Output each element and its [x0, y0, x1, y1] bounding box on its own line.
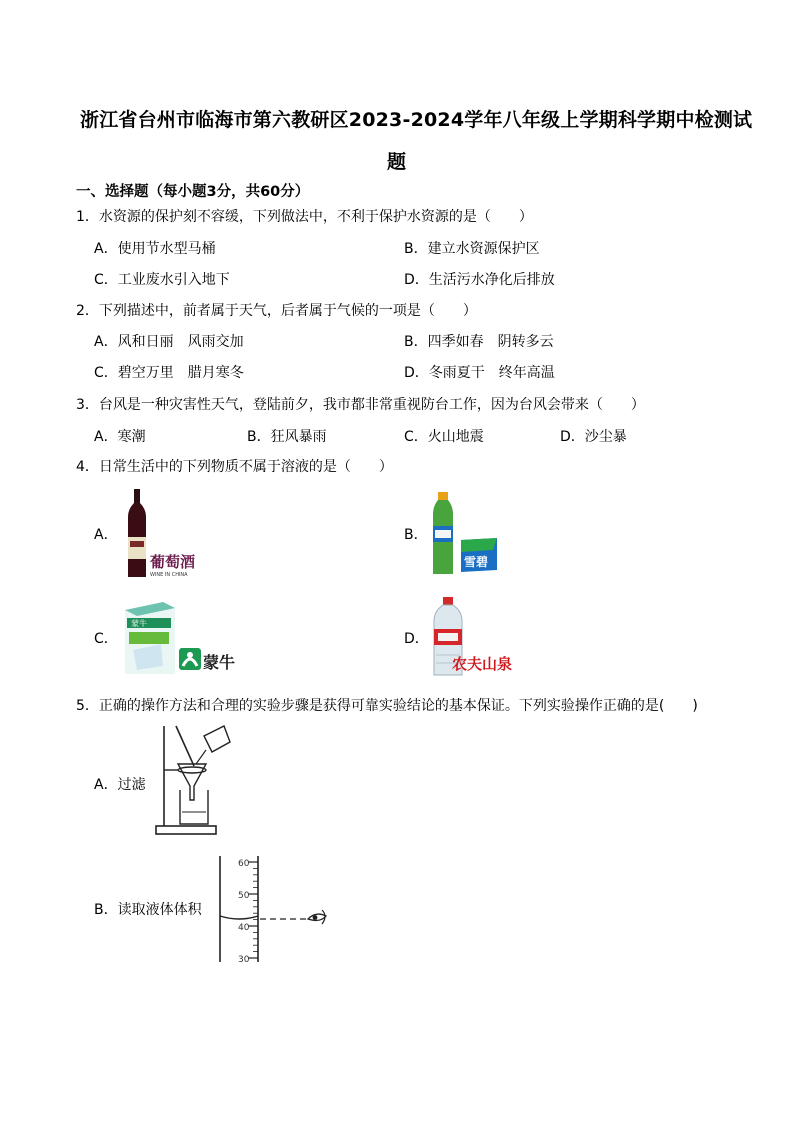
question-1-stem: 1．水资源的保护刻不容缓，下列做法中，不利于保护水资源的是（ ） [76, 209, 533, 225]
page-title: 浙江省台州市临海市第六教研区2023-2024学年八年级上学期科学期中检测试 [80, 109, 753, 131]
scale-label-50: 50 [238, 891, 250, 901]
wine-bottle-image [124, 487, 204, 580]
nongfu-logo-text: 农夫山泉 [452, 655, 513, 673]
question-4-option-d[interactable]: D． [404, 631, 429, 647]
question-1-option-d[interactable]: D．生活污水净化后排放 [404, 272, 555, 288]
question-2-option-b[interactable]: B．四季如春 阴转多云 [404, 334, 554, 350]
question-1-option-a[interactable]: A．使用节水型马桶 [94, 241, 216, 257]
section-heading: 一、选择题（每小题3分，共60分） [76, 184, 310, 200]
wine-label-text: 葡萄酒 [150, 553, 196, 571]
question-4-option-c[interactable]: C． [94, 631, 118, 647]
question-3-option-b[interactable]: B．狂风暴雨 [247, 429, 327, 445]
question-4-stem: 4．日常生活中的下列物质不属于溶液的是（ ） [76, 459, 393, 475]
question-3-option-a[interactable]: A．寒潮 [94, 429, 146, 445]
question-3-stem: 3．台风是一种灾害性天气，登陆前夕，我市都非常重视防台工作，因为台风会带来（ ） [76, 397, 645, 413]
mengniu-pack-text: 蒙牛 [131, 619, 147, 628]
graduated-cylinder-reading-image [210, 854, 334, 966]
scale-label-60: 60 [238, 859, 250, 869]
question-1-option-b[interactable]: B．建立水资源保护区 [404, 241, 540, 257]
question-5-option-b[interactable]: B．读取液体体积 [94, 902, 202, 918]
scale-label-30: 30 [238, 955, 250, 965]
question-3-option-d[interactable]: D．沙尘暴 [560, 429, 627, 445]
question-2-option-a[interactable]: A．风和日丽 风雨交加 [94, 334, 244, 350]
scale-label-40: 40 [238, 923, 250, 933]
sprite-logo-text: 雪碧 [464, 555, 489, 569]
question-1-option-c[interactable]: C．工业废水引入地下 [94, 272, 230, 288]
question-4-option-b[interactable]: B． [404, 527, 428, 543]
question-5-stem: 5．正确的操作方法和合理的实验步骤是获得可靠实验结论的基本保证。下列实验操作正确的是( ) [76, 698, 698, 714]
wine-sub-text: WINE IN CHINA [150, 572, 188, 578]
sprite-bottle-image [431, 490, 501, 578]
filtration-apparatus-image [150, 724, 232, 838]
question-3-option-c[interactable]: C．火山地震 [404, 429, 484, 445]
question-4-option-a[interactable]: A． [94, 527, 118, 543]
question-2-stem: 2．下列描述中，前者属于天气，后者属于气候的一项是（ ） [76, 303, 477, 319]
nongfu-spring-bottle-image [430, 595, 534, 677]
page-title-continued: 题 [387, 151, 407, 173]
mengniu-logo-text: 蒙牛 [203, 653, 236, 672]
mengniu-milk-image [123, 600, 241, 676]
question-5-option-a[interactable]: A．过滤 [94, 777, 146, 793]
question-2-option-c[interactable]: C．碧空万里 腊月寒冬 [94, 365, 244, 381]
question-2-option-d[interactable]: D．冬雨夏干 终年高温 [404, 365, 555, 381]
